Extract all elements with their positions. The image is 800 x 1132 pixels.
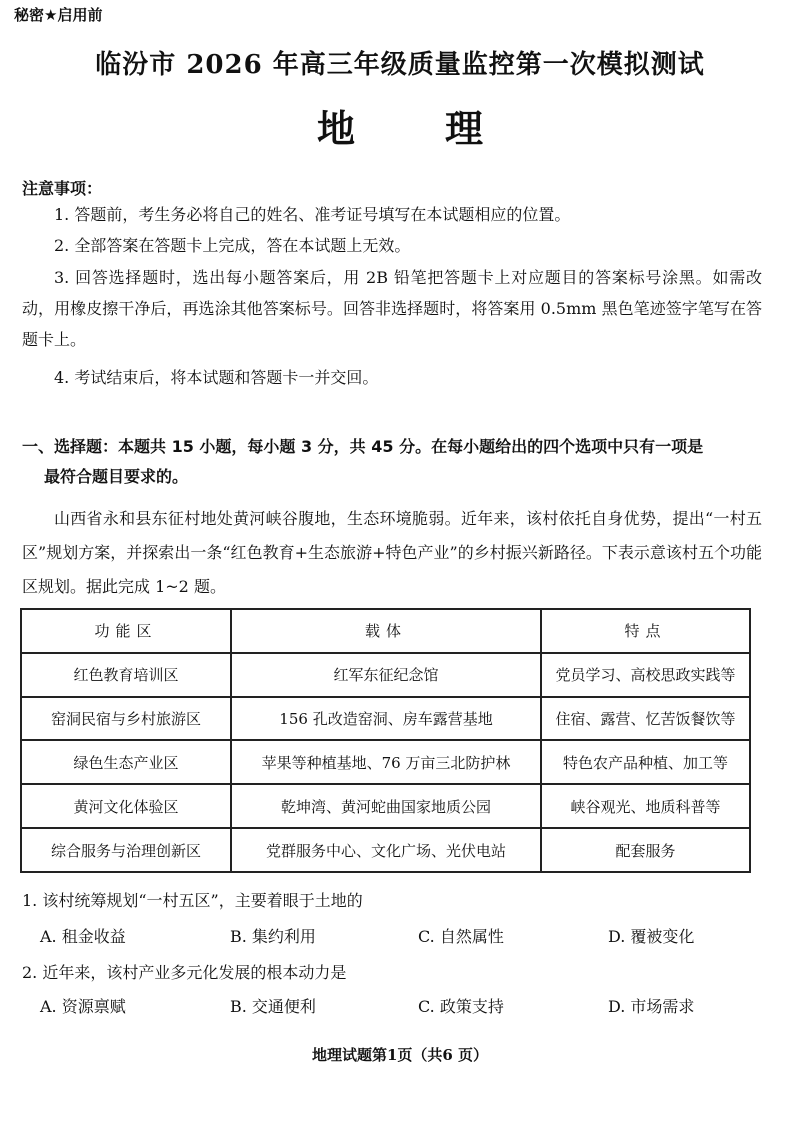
table-row bbox=[21, 653, 750, 697]
table-header-row bbox=[21, 609, 750, 653]
table-row bbox=[21, 740, 750, 784]
section-heading bbox=[22, 432, 762, 492]
question-2-option-a: A. 资源禀赋 bbox=[40, 997, 126, 1016]
table-cell: 窑洞民宿与乡村旅游区 bbox=[21, 697, 231, 741]
table-cell: 综合服务与治理创新区 bbox=[21, 828, 231, 872]
section-heading-line2: 最符合题目要求的。 bbox=[44, 467, 189, 486]
notice-item-3: 3. 回答选择题时，选出每小题答案后，用 2B 铅笔把答题卡上对应题目的答案标号涂黑。如需改动，用橡皮擦干净后，再选涂其他答案标号。回答非选择题时，将答案用 0.5mm 黑色笔迹签字笔写在答题卡上。 bbox=[22, 268, 762, 349]
table-cell: 苹果等种植基地、76 万亩三北防护林 bbox=[231, 740, 541, 784]
notice-title: 注意事项： bbox=[22, 179, 103, 198]
question-1-option-a: A. 租金收益 bbox=[40, 927, 126, 946]
notice-item-4: 4. 考试结束后，将本试题和答题卡一并交回。 bbox=[54, 368, 379, 387]
question-1-option-c: C. 自然属性 bbox=[418, 927, 504, 946]
subject-char-2: 理 bbox=[445, 107, 484, 151]
table-cell: 156 孔改造窑洞、房车露营基地 bbox=[231, 697, 541, 741]
question-2-option-d: D. 市场需求 bbox=[608, 997, 695, 1016]
section-heading-line1: 一、选择题：本题共 15 小题，每小题 3 分，共 45 分。在每小题给出的四个选项中只有一项是 bbox=[22, 437, 704, 456]
table-row bbox=[21, 828, 750, 872]
table-row bbox=[21, 784, 750, 828]
table-header-cell: 功能区 bbox=[21, 609, 231, 653]
notice-item-1: 1. 答题前，考生务必将自己的姓名、准考证号填写在本试题相应的位置。 bbox=[54, 205, 571, 224]
table-cell: 特色农产品种植、加工等 bbox=[541, 740, 750, 784]
question-2-stem: 2. 近年来，该村产业多元化发展的根本动力是 bbox=[22, 963, 347, 982]
material-intro: 山西省永和县东征村地处黄河峡谷腹地，生态环境脆弱。近年来，该村依托自身优势，提出“一村五区”规划方案，并探索出一条“红色教育+生态旅游+特色产业”的乡村振兴新路径。下表示意该村五个功能区规划。据此完成 1~2 题。 bbox=[22, 509, 762, 596]
question-1-option-d: D. 覆被变化 bbox=[608, 927, 695, 946]
question-2-option-b: B. 交通便利 bbox=[230, 997, 316, 1016]
question-1-stem: 1. 该村统筹规划“一村五区”，主要着眼于土地的 bbox=[22, 891, 363, 910]
exam-title: 临汾市 2026 年高三年级质量监控第一次模拟测试 bbox=[95, 50, 705, 80]
subject-char-1: 地 bbox=[316, 107, 355, 151]
table-cell: 峡谷观光、地质科普等 bbox=[541, 784, 750, 828]
table-cell: 住宿、露营、忆苦饭餐饮等 bbox=[541, 697, 750, 741]
page-footer: 地理试题第1页（共6 页） bbox=[311, 1046, 489, 1064]
table-cell: 绿色生态产业区 bbox=[21, 740, 231, 784]
table-header-cell: 特点 bbox=[541, 609, 750, 653]
table-cell: 配套服务 bbox=[541, 828, 750, 872]
table-row bbox=[21, 697, 750, 741]
table-cell: 党员学习、高校思政实践等 bbox=[541, 653, 750, 697]
table-cell: 乾坤湾、黄河蛇曲国家地质公园 bbox=[231, 784, 541, 828]
table-cell: 党群服务中心、文化广场、光伏电站 bbox=[231, 828, 541, 872]
table-header-cell: 载体 bbox=[231, 609, 541, 653]
function-zone-table bbox=[20, 608, 751, 873]
notice-item-2: 2. 全部答案在答题卡上完成，答在本试题上无效。 bbox=[54, 236, 411, 255]
table-cell: 红军东征纪念馆 bbox=[231, 653, 541, 697]
question-1-option-b: B. 集约利用 bbox=[230, 927, 316, 946]
subject-title bbox=[0, 98, 800, 153]
question-2-option-c: C. 政策支持 bbox=[418, 997, 504, 1016]
table-cell: 黄河文化体验区 bbox=[21, 784, 231, 828]
table-cell: 红色教育培训区 bbox=[21, 653, 231, 697]
secret-mark: 秘密★启用前 bbox=[14, 6, 103, 24]
